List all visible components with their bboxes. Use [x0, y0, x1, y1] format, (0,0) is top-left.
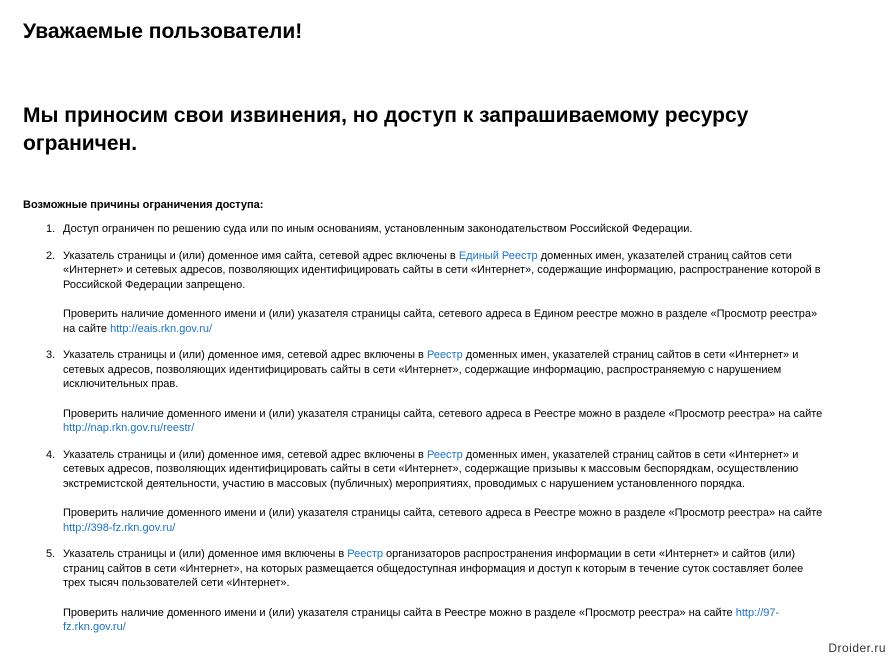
- check-text: Проверить наличие доменного имени и (или) указателя страницы сайта, сетевого адреса в Едином реестре можно в разделе «Просмотр реестра» на сайте: [63, 308, 818, 335]
- reason-text-before: Указатель страницы и (или) доменное имя сайта, сетевой адрес включены в: [63, 249, 459, 262]
- apology-message: Мы приносим свои извинения, но доступ к запрашиваемому ресурсу ограничен.: [23, 104, 749, 155]
- reason-number: 3.: [46, 349, 56, 361]
- reason-number: 5.: [46, 548, 56, 560]
- reason-item-2: [46, 249, 823, 337]
- reason-text: [63, 348, 823, 392]
- reason-item-4: [46, 448, 823, 536]
- reason-text-after: организаторов распространения информации в сети «Интернет» и сайтов (или) страниц сайтов в сети «Интернет», на которых размещается общедоступная информация и доступ к которым в течение суток составляет более трех тысяч пользователей сети «Интернет».: [63, 548, 804, 589]
- eais-site-link[interactable]: http://eais.rkn.gov.ru/: [110, 322, 213, 335]
- unified-registry-link[interactable]: Единый Реестр: [458, 249, 538, 262]
- reason-check-text: [63, 606, 823, 635]
- reason-item-5: [46, 547, 823, 635]
- registry-link[interactable]: Реестр: [426, 448, 463, 461]
- reason-check-text: [63, 307, 823, 336]
- reason-text: [63, 547, 823, 591]
- registry-link[interactable]: Реестр: [347, 548, 383, 560]
- reason-number: 4.: [46, 448, 56, 461]
- reason-text: [63, 249, 823, 293]
- 97fz-site-link[interactable]: http://97-fz.rkn.gov.ru/: [63, 606, 780, 633]
- reason-text-after: доменных имен, указателей страниц сайтов в сети «Интернет» и сетевых адресов, позволяющих идентифицировать сайты в сети «Интернет», содержащие информацию, распространяемую с нарушением исключительных прав.: [63, 349, 799, 390]
- 398fz-site-link[interactable]: http://398-fz.rkn.gov.ru/: [63, 521, 176, 534]
- reasons-list: [23, 222, 823, 647]
- reason-check-text: [63, 407, 823, 436]
- reason-number: 1.: [46, 223, 56, 235]
- check-text: Проверить наличие доменного имени и (или) указателя страницы сайта в Реестре можно в разделе «Просмотр реестра» на сайте: [63, 606, 736, 619]
- watermark-logo: Droider.ru: [828, 641, 886, 655]
- check-text: Проверить наличие доменного имени и (или) указателя страницы сайта, сетевого адреса в Реестре можно в разделе «Просмотр реестра» на сайте: [63, 407, 823, 420]
- reason-check-text: [63, 506, 823, 535]
- reasons-title: Возможные причины ограничения доступа:: [23, 199, 264, 211]
- nap-site-link[interactable]: http://nap.rkn.gov.ru/reestr/: [63, 422, 195, 434]
- reason-text: Доступ ограничен по решению суда или по иным основаниям, установленным законодательством Российской Федерации.: [63, 223, 693, 235]
- reason-text-after: доменных имен, указателей страниц сайтов сети «Интернет» и сетевых адресов, позволяющих идентифицировать сайты в сети «Интернет», содержащие информацию, распространение которой в Российской Федерации запрещено.: [63, 249, 821, 291]
- reason-text: [63, 448, 823, 492]
- reason-number: 2.: [46, 249, 56, 262]
- reason-item-1: [46, 222, 823, 237]
- reason-text-before: Указатель страницы и (или) доменное имя, сетевой адрес включены в: [63, 448, 427, 461]
- registry-link[interactable]: Реестр: [426, 349, 463, 361]
- reason-text-after: доменных имен, указателей страниц сайтов в сети «Интернет» и сетевых адресов, позволяющих идентифицировать сайты в сети «Интернет», содержащие призывы к массовым беспорядкам, осуществлению экстремистской деятельности, участию в массовых (публичных) мероприятиях, проводимых с нарушением установленного порядка.: [63, 448, 799, 490]
- page-title: Уважаемые пользователи!: [23, 20, 303, 43]
- check-text: Проверить наличие доменного имени и (или) указателя страницы сайта, сетевого адреса в Реестре можно в разделе «Просмотр реестра» на сайте: [63, 507, 823, 519]
- reason-text-before: Указатель страницы и (или) доменное имя включены в: [63, 548, 348, 560]
- reason-item-3: [46, 348, 823, 436]
- reason-text-before: Указатель страницы и (или) доменное имя, сетевой адрес включены в: [63, 349, 427, 361]
